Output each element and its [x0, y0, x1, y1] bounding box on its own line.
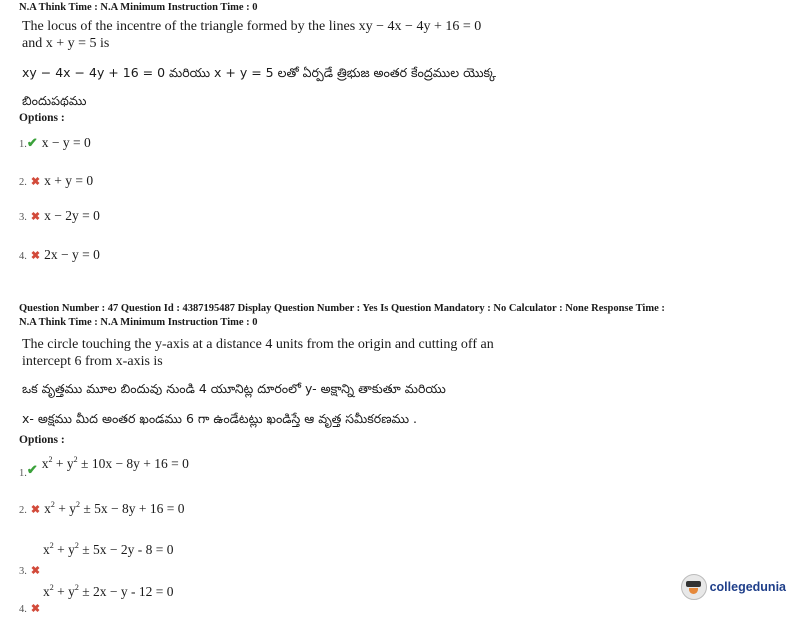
graduation-cap-icon: [681, 574, 707, 600]
q2-telugu-line2: x- అక్షము మీద అంతర ఖండము 6 గా ఉండేటట్లు ఖండిస్తే ఆ వృత్త సమీకరణము .: [22, 411, 418, 426]
check-icon: ✔: [26, 462, 38, 477]
q1-option-3[interactable]: [19, 207, 100, 225]
option-number: 2.: [19, 505, 27, 516]
q2-text-line1: The circle touching the y-axis at a distance 4 units from the origin and cutting off an: [22, 337, 494, 352]
cross-icon: ✖: [30, 603, 41, 615]
cross-icon: ✖: [30, 565, 41, 577]
q1-text-line2: and x + y = 5 is: [22, 36, 110, 51]
option-number: 4.: [19, 604, 27, 615]
q1-telugu-line1: xy − 4x − 4y + 16 = 0 మరియు x + y = 5 లతో ఏర్పడే త్రిభుజ అంతర కేంద్రముల యొక్క: [22, 65, 497, 80]
check-icon: ✔: [26, 135, 38, 150]
option-text: $x^2 + y^2 \pm 2x - y - 12 = 0$: [43, 583, 174, 599]
q2-option-3[interactable]: [19, 541, 174, 579]
q1-option-2[interactable]: [19, 172, 93, 190]
option-text: x + y = 0: [44, 173, 94, 188]
option-text: $x^2 + y^2 \pm 5x - 8y + 16 = 0$: [44, 500, 185, 516]
option-number: 2.: [19, 177, 27, 188]
option-text: x − 2y = 0: [44, 208, 100, 223]
option-text: x − y = 0: [41, 135, 91, 150]
option-number: 1.: [19, 139, 27, 150]
q2-meta-line1: Question Number : 47 Question Id : 4387195487 Display Question Number : Yes Is Question Mandatory : No Calculator : None Response Time :: [19, 303, 665, 314]
q1-option-4[interactable]: [19, 246, 100, 264]
q2-options-label: Options :: [19, 434, 65, 446]
q1-meta-line: N.A Think Time : N.A Minimum Instruction Time : 0: [19, 2, 258, 13]
q1-text-line1: The locus of the incentre of the triangle formed by the lines xy − 4x − 4y + 16 = 0: [22, 19, 482, 34]
q1-options-label: Options :: [19, 112, 65, 124]
option-number: 3.: [19, 212, 27, 223]
q1-option-1[interactable]: [19, 134, 91, 152]
option-number: 3.: [19, 566, 27, 577]
cross-icon: ✖: [30, 176, 41, 188]
q2-text-line2: intercept 6 from x-axis is: [22, 354, 163, 369]
q2-option-2[interactable]: [19, 500, 184, 518]
q2-option-1[interactable]: [19, 455, 189, 479]
option-text: $x^2 + y^2 \pm 5x - 2y - 8 = 0$: [43, 541, 174, 557]
option-text: $x^2 + y^2 \pm 10x - 8y + 16 = 0$: [41, 455, 189, 471]
cross-icon: ✖: [30, 250, 41, 262]
option-number: 4.: [19, 251, 27, 262]
q2-telugu-line1: ఒక వృత్తము మూల బిందువు నుండి 4 యూనిట్ల దూరంలో y- అక్షాన్ని తాకుతూ మరియు: [22, 381, 446, 396]
cross-icon: ✖: [30, 504, 41, 516]
cross-icon: ✖: [30, 211, 41, 223]
q1-telugu-line2: బిందుపథము: [22, 93, 87, 108]
option-number: 1.: [19, 468, 27, 479]
logo-text: collegedunia: [709, 580, 786, 594]
option-text: 2x − y = 0: [44, 247, 100, 262]
q2-meta-line2: N.A Think Time : N.A Minimum Instruction Time : 0: [19, 317, 258, 328]
collegedunia-logo: [681, 574, 786, 600]
